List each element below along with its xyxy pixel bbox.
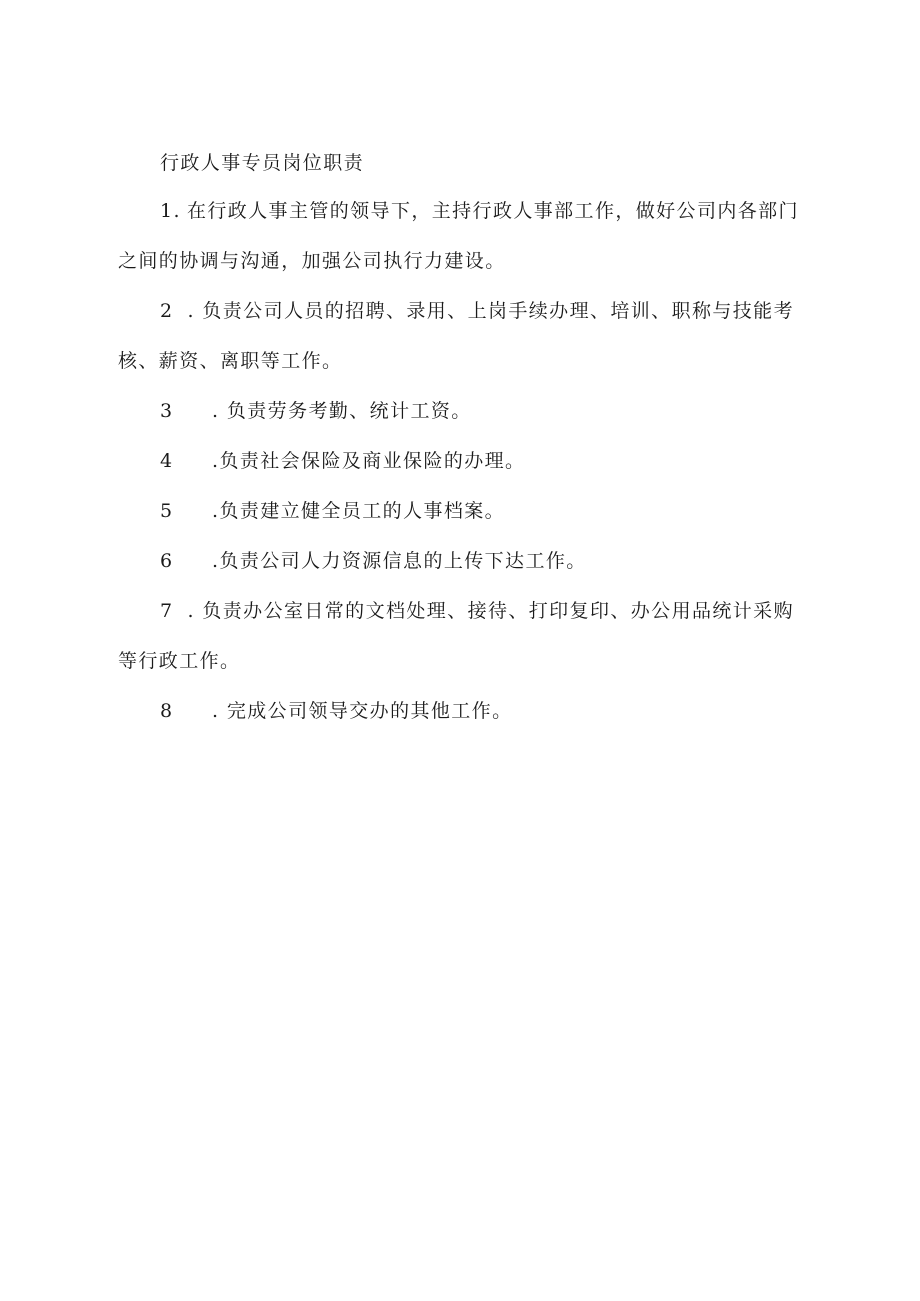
document-title: 行政人事专员岗位职责 [160, 152, 365, 174]
duty-item-3 [118, 386, 808, 436]
duty-item-8 [118, 686, 808, 736]
duty-item-2 [118, 286, 808, 386]
duty-item-number: 7 [160, 600, 174, 622]
duty-item-number: 6 [160, 550, 174, 572]
duty-item-4 [118, 436, 808, 486]
duty-item-text: 在行政人事主管的领导下，主持行政人事部工作，做好公司内各部门之间的协调与沟通，加强公司执行力建设。 [118, 200, 799, 272]
duty-item-text: . 负责公司人员的招聘、录用、上岗手续办理、培训、职称与技能考核、薪资、离职等工作。 [118, 300, 794, 372]
duty-item-text: . 负责劳务考勤、统计工资。 [212, 400, 472, 422]
duty-item-number: 3 [160, 400, 174, 422]
duty-item-number: 4 [160, 450, 174, 472]
duty-item-7 [118, 586, 808, 686]
document-body [118, 140, 808, 736]
duty-item-number: 8 [160, 700, 174, 722]
duty-item-number: 1. [160, 200, 181, 222]
duty-item-number: 2 [160, 300, 174, 322]
duty-item-1 [118, 186, 808, 286]
duty-item-text: .负责社会保险及商业保险的办理。 [212, 450, 526, 472]
duty-item-text: . 负责办公室日常的文档处理、接待、打印复印、办公用品统计采购等行政工作。 [118, 600, 794, 672]
duty-item-text: . 完成公司领导交办的其他工作。 [212, 700, 513, 722]
duty-item-number: 5 [160, 500, 174, 522]
duty-item-text: .负责建立健全员工的人事档案。 [212, 500, 506, 522]
duty-item-6 [118, 536, 808, 586]
duty-item-text: .负责公司人力资源信息的上传下达工作。 [212, 550, 587, 572]
duty-item-5 [118, 486, 808, 536]
